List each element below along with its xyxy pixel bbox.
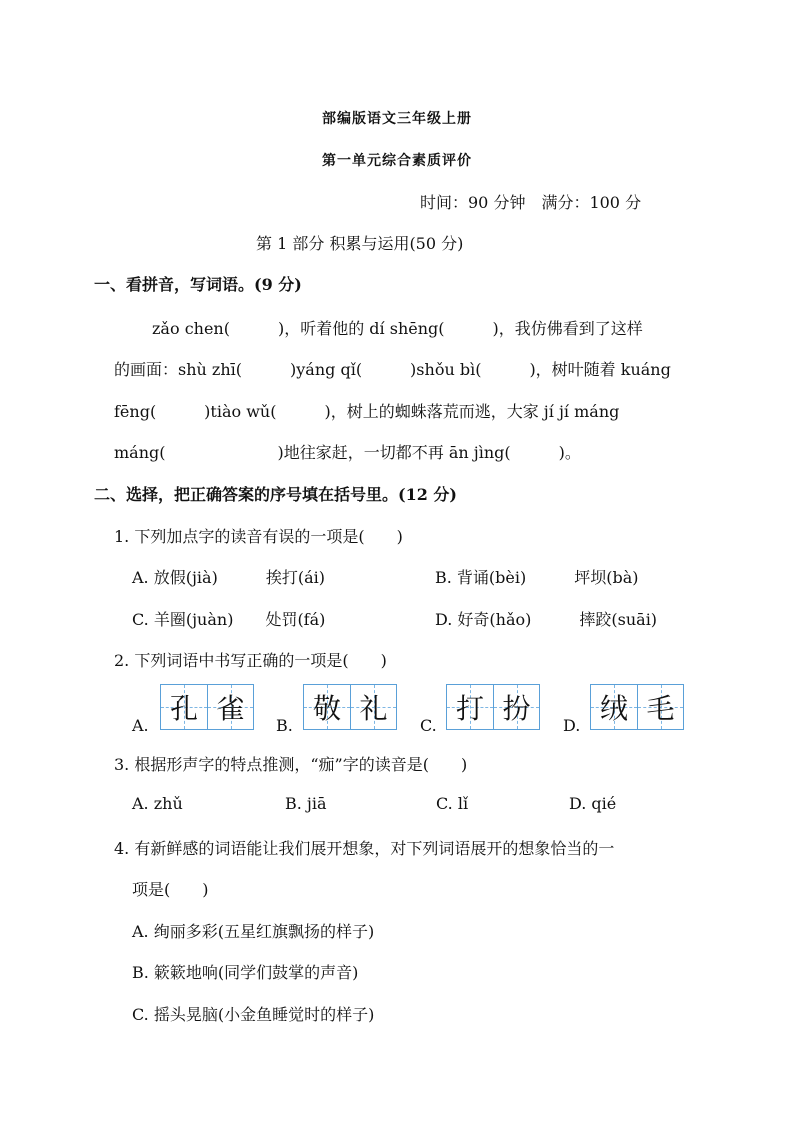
char-cell [207,685,253,729]
char-cell [591,685,637,729]
section1-line-3: fēng( )tiào wǔ( )，树上的蜘蛛落荒而逃，大家 jí jí máng [114,402,620,421]
q3-option-a: A. zhǔ [132,794,183,813]
char-cell [304,685,350,729]
time-info: 时间：90 分钟 满分：100 分 [420,193,642,212]
grid-char: 扮 [502,692,531,725]
paper-title: 部编版语文三年级上册 [322,111,472,127]
grid-char: 雀 [216,692,245,725]
q2-option-b-grid [303,684,397,730]
q2-option-c-label: C. [420,716,437,735]
char-cell [493,685,539,729]
part-title: 第 1 部分 积累与运用(50 分) [256,234,464,253]
q2-stem: 2. 下列词语中书写正确的一项是( ) [114,651,387,670]
q3-option-d: D. qié [569,794,617,813]
grid-char: 敬 [312,692,341,725]
q2-option-d-grid [590,684,684,730]
q4-option-c: C. 摇头晃脑(小金鱼睡觉时的样子) [132,1005,375,1024]
grid-char: 孔 [169,692,198,725]
char-cell [350,685,396,729]
q2-option-d-label: D. [563,716,581,735]
q1-option-d: D. 好奇(hǎo) 摔跤(suāi) [435,610,658,629]
q4-option-a: A. 绚丽多彩(五星红旗飘扬的样子) [132,922,375,941]
grid-char: 打 [455,692,484,725]
section1-line-1: zǎo chen( )，听着他的 dí shēng( )，我仿佛看到了这样 [152,319,643,338]
q2-option-a-label: A. [132,716,149,735]
grid-char: 毛 [646,692,675,725]
q4-option-b: B. 簌簌地响(同学们鼓掌的声音) [132,963,359,982]
char-cell [161,685,207,729]
grid-char: 绒 [599,692,628,725]
q2-option-a-grid [160,684,254,730]
char-cell [637,685,683,729]
q1-stem: 1. 下列加点字的读音有误的一项是( ) [114,527,403,546]
q3-stem: 3. 根据形声字的特点推测，“痂”字的读音是( ) [114,755,468,774]
q1-option-a: A. 放假(jià) 挨打(ái) [132,568,325,587]
q2-option-b-label: B. [276,716,293,735]
char-cell [447,685,493,729]
section1-line-2: 的画面：shù zhī( )yáng qǐ( )shǒu bì( )，树叶随着 kuáng [114,360,671,379]
q2-option-c-grid [446,684,540,730]
section2-heading: 二、选择，把正确答案的序号填在括号里。(12 分) [94,485,457,504]
section1-heading: 一、看拼音，写词语。(9 分) [94,275,302,294]
paper-subtitle: 第一单元综合素质评价 [322,153,472,169]
q4-stem-line1: 4. 有新鲜感的词语能让我们展开想象，对下列词语展开的想象恰当的一 [114,839,615,858]
q4-stem-line2: 项是( ) [132,880,209,899]
section1-line-4: máng( )地往家赶，一切都不再 ān jìng( )。 [114,443,581,462]
q1-option-b: B. 背诵(bèi) 坪坝(bà) [435,568,639,587]
grid-char: 礼 [359,692,388,725]
q3-option-c: C. lǐ [436,794,469,813]
q3-option-b: B. jiā [285,794,327,813]
q1-option-c: C. 羊圈(juàn) 处罚(fá) [132,610,326,629]
